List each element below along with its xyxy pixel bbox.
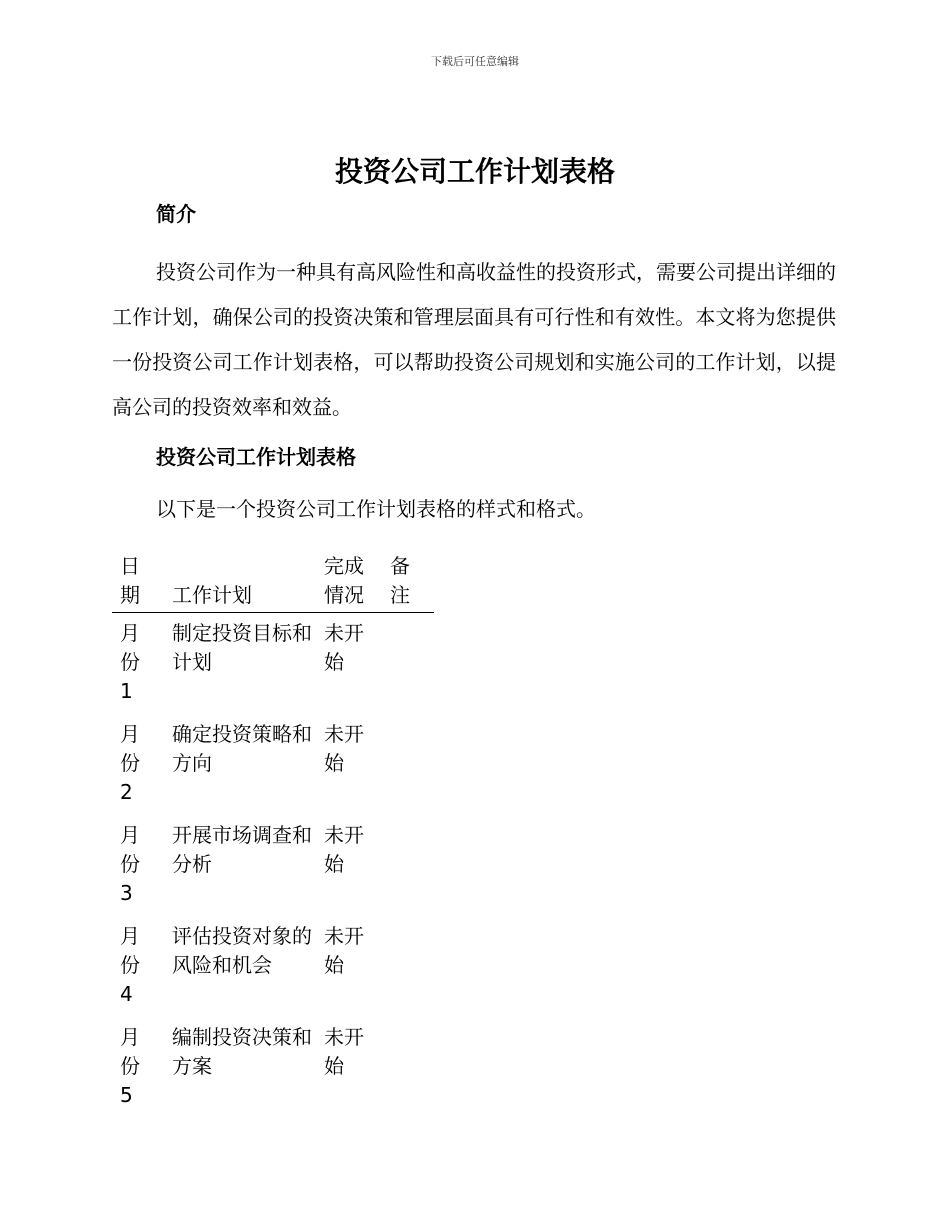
header-plan-label: 工作计划 [172,583,252,607]
cell-status-text: 未开始 [324,722,364,775]
table-row [112,613,434,715]
cell-plan [160,815,324,916]
cell-plan [160,613,324,715]
cell-plan-text: 开展市场调查和分析 [172,823,312,876]
table-row [112,815,434,916]
cell-note [390,916,434,1017]
header-date-label: 日期 [120,554,140,607]
table-header [112,552,434,613]
cell-date-text: 月份5 [120,1025,140,1107]
header-plan [160,552,324,613]
cell-date-text: 月份3 [120,823,140,905]
cell-status [324,714,390,815]
cell-date [112,613,160,715]
cell-date [112,1017,160,1118]
cell-status [324,916,390,1017]
cell-status [324,815,390,916]
page-header-note: 下载后可任意编辑 [431,55,519,68]
cell-status-text: 未开始 [324,1025,364,1078]
intro-paragraph: 投资公司作为一种具有高风险性和高收益性的投资形式，需要公司提出详细的工作计划，确保公司的投资决策和管理层面具有可行性和有效性。本文将为您提供一份投资公司工作计划表格，可以帮助投资公司规划和实施公司的工作计划，以提高公司的投资效率和效益。 [112,260,836,419]
cell-status-text: 未开始 [324,924,364,977]
cell-date-text: 月份4 [120,924,140,1006]
cell-status-text: 未开始 [324,823,364,876]
section-heading-intro: 简介 [156,202,196,226]
header-date [112,552,160,613]
cell-date-text: 月份1 [120,621,140,703]
cell-plan-text: 确定投资策略和方向 [172,722,312,775]
cell-status-text: 未开始 [324,621,364,674]
cell-plan [160,1017,324,1118]
header-note [390,552,434,613]
document-title: 投资公司工作计划表格 [334,155,615,188]
cell-plan [160,714,324,815]
cell-date [112,714,160,815]
table-intro-text: 以下是一个投资公司工作计划表格的样式和格式。 [156,497,596,521]
cell-date [112,815,160,916]
cell-plan [160,916,324,1017]
cell-note [390,613,434,715]
cell-date [112,916,160,1017]
section-heading-table: 投资公司工作计划表格 [156,445,356,469]
cell-note [390,714,434,815]
cell-date-text: 月份2 [120,722,140,804]
header-status-label: 完成情况 [324,554,364,607]
table-row [112,714,434,815]
header-note-label: 备注 [390,554,410,607]
cell-plan-text: 评估投资对象的风险和机会 [172,924,312,977]
table-row [112,1017,434,1118]
header-status [324,552,390,613]
cell-plan-text: 编制投资决策和方案 [172,1025,312,1078]
cell-note [390,815,434,916]
table-row [112,916,434,1017]
work-plan-table [112,552,434,1118]
cell-status [324,613,390,715]
table-header-row [112,552,434,613]
cell-status [324,1017,390,1118]
cell-plan-text: 制定投资目标和计划 [172,621,312,674]
table-body [112,613,434,1119]
cell-note [390,1017,434,1118]
